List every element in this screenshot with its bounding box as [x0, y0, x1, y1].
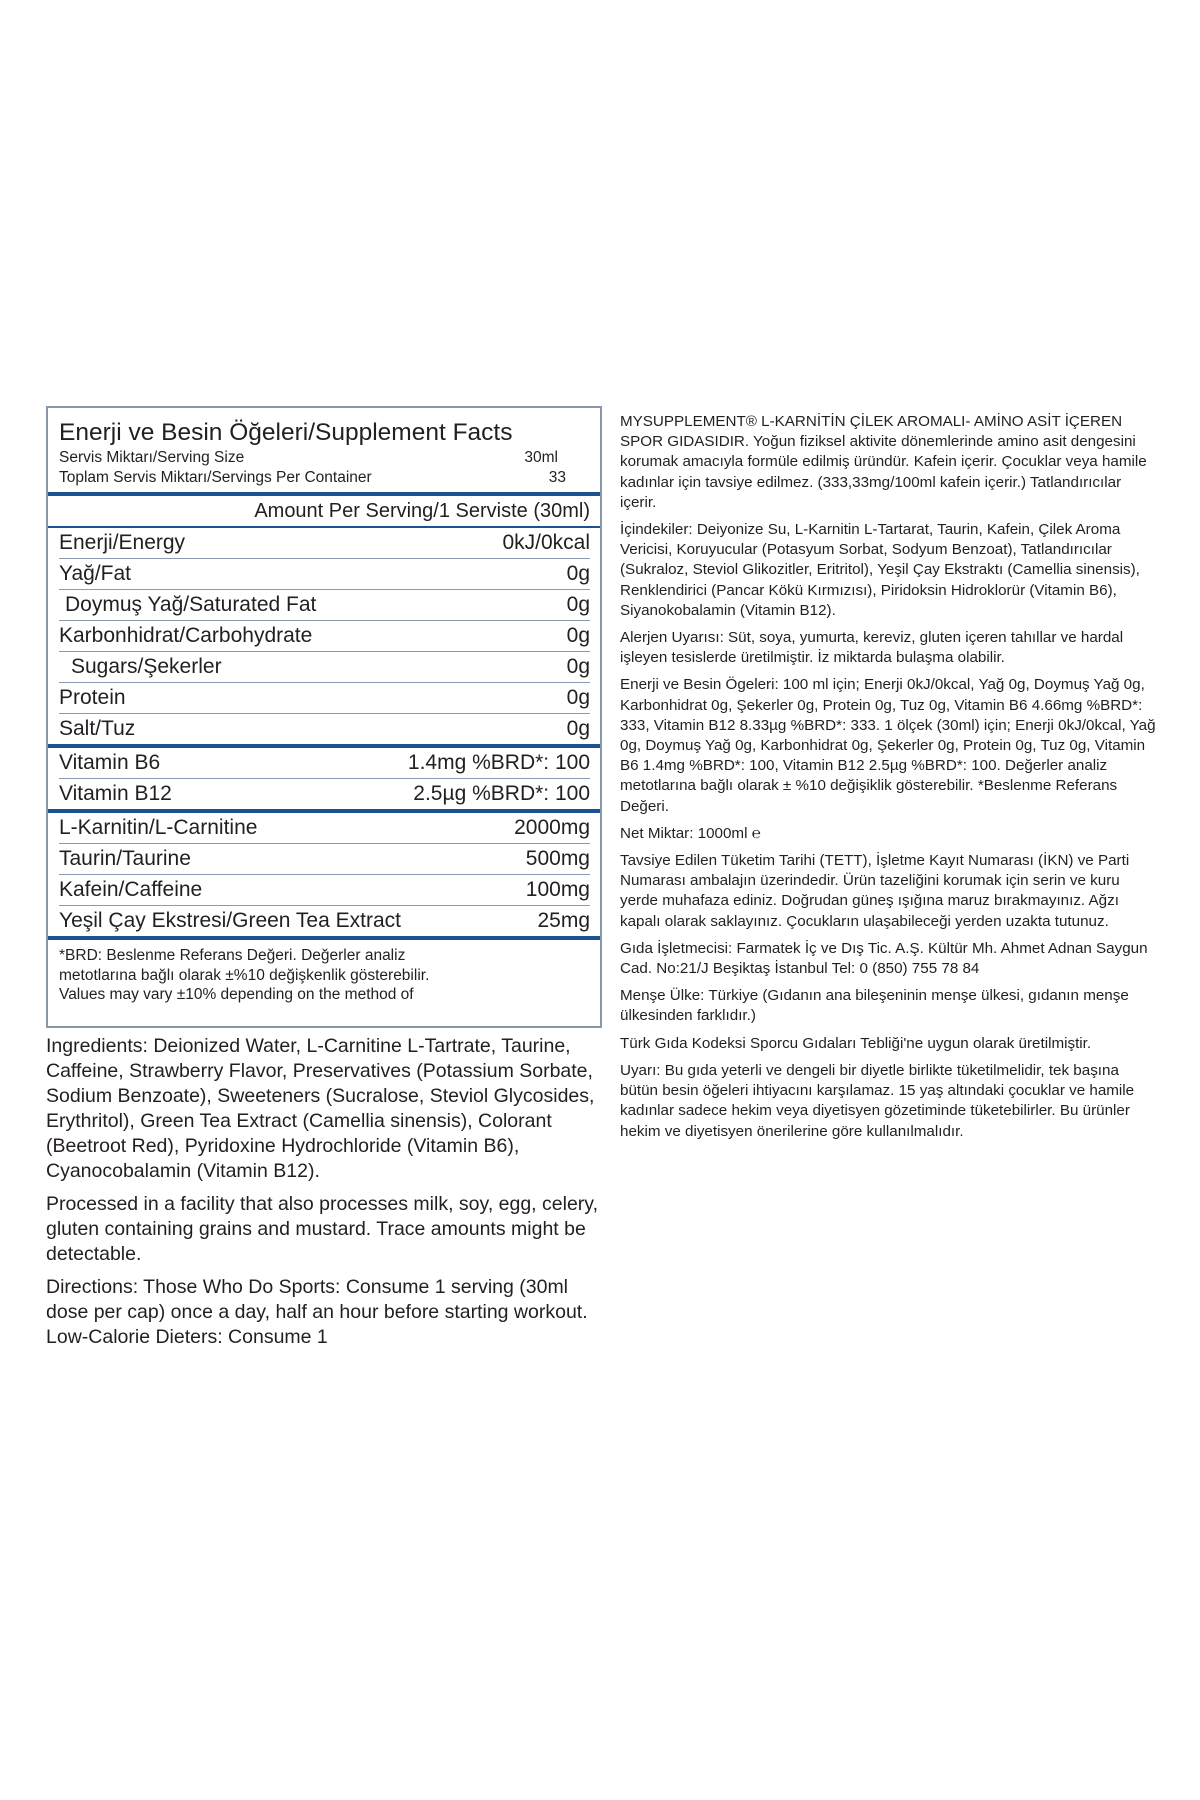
active-value: 500mg	[525, 847, 590, 870]
vitamin-label: Vitamin B12	[59, 782, 172, 805]
warning-text: Uyarı: Bu gıda yeterli ve dengeli bir diyetle birlikte tüketilmelidir, tek başına bütün besin öğeleri ihtiyacını karşılamaz. 15 yaş altındaki çocuklar ve hamile kadınlar sadece hekim veya diyetisyen gözetiminde tüketebilirler. Bu ürünler hekim ve diyetisyen önerilerine göre kullanılmalıdır.	[620, 1061, 1135, 1140]
nutrient-row	[59, 528, 590, 559]
nutrient-label: Yağ/Fat	[59, 562, 131, 585]
active-ingredient-row	[59, 844, 590, 875]
servings-value: 33	[548, 469, 566, 486]
directions-text: Directions: Those Who Do Sports: Consume 1 serving (30ml dose per cap) once a day, half an hour before starting workout. Low-Calorie Dieters: Consume 1	[46, 1276, 588, 1348]
nutrient-label: Sugars/Şekerler	[71, 655, 222, 678]
nutrient-row	[59, 652, 590, 683]
serving-size-label: Servis Miktarı/Serving Size	[59, 449, 245, 466]
nutrition-tr: Enerji ve Besin Ögeleri: 100 ml için; Enerji 0kJ/0kcal, Yağ 0g, Doymuş Yağ 0g, Karbonhidrat 0g, Şekerler 0g, Protein 0g, Tuz 0g, Vitamin B6 4.66mg %BRD*: 333, Vitamin B12 8.33µg %BRD*: 333. 1 ölçek (30ml) için; Enerji 0kJ/0kcal, Yağ 0g, Doymuş Yağ 0g, Karbonhidrat 0g, Şekerler 0g, Protein 0g, Tuz 0g, Vitamin B6 1.4mg %BRD*: 100, Vitamin B12 2.5µg %BRD*: 100. Değerler analiz metotlarına bağlı olarak ± %10 değişiklik gösterebilir. *Beslenme Referans Değeri.	[620, 676, 1156, 815]
active-label: Kafein/Caffeine	[59, 878, 203, 901]
vitamin-label: Vitamin B6	[59, 751, 161, 774]
active-value: 2000mg	[514, 816, 590, 839]
nutrient-value: 0g	[566, 717, 590, 740]
nutrient-value: 0g	[566, 655, 590, 678]
vitamin-row	[59, 748, 590, 779]
net-quantity: Net Miktar: 1000ml ℮	[620, 824, 761, 842]
vitamin-value: 1.4mg %BRD*: 100	[407, 751, 590, 774]
facts-footnote	[59, 946, 590, 1005]
divider-thick	[48, 936, 600, 940]
active-value: 25mg	[537, 909, 590, 932]
servings-per-container-row	[59, 468, 590, 488]
supplement-facts-panel	[46, 406, 602, 1028]
nutrient-label: Doymuş Yağ/Saturated Fat	[65, 593, 317, 616]
serving-size-value: 30ml	[524, 449, 558, 466]
active-ingredient-row	[59, 875, 590, 906]
nutrient-value: 0g	[566, 593, 590, 616]
turkish-label-text	[620, 412, 1160, 1149]
serving-size-row	[59, 448, 590, 468]
product-description: MYSUPPLEMENT® L-KARNİTİN ÇİLEK AROMALI- AMİNO ASİT İÇEREN SPOR GIDASIDIR. Yoğun fiziksel aktivite dönemlerinde amino asit dengesini korumak amacıyla formüle edilmiş üründür. Kafein içerir. Çocuklar veya hamile kadınlar için tavsiye edilmez. (333,33mg/100ml kafein içerir.) Tatlandırıcılar içerir.	[620, 413, 1147, 511]
active-ingredient-row	[59, 906, 590, 936]
active-label: Taurin/Taurine	[59, 847, 191, 870]
origin-text: Menşe Ülke: Türkiye (Gıdanın ana bileşeninin menşe ülkesi, gıdanın menşe ülkesinden farklıdır.)	[620, 987, 1129, 1025]
footnote-line: Values may vary ±10% depending on the method of	[59, 986, 414, 1003]
nutrient-value: 0g	[566, 562, 590, 585]
footnote-line: metotlarına bağlı olarak ±%10 değişkenlik gösterebilir.	[59, 966, 430, 984]
nutrient-row	[59, 590, 590, 621]
nutrient-row	[59, 683, 590, 714]
active-value: 100mg	[525, 878, 590, 901]
english-label-text	[46, 1034, 606, 1358]
storage-text: Tavsiye Edilen Tüketim Tarihi (TETT), İşletme Kayıt Numarası (İKN) ve Parti Numarası ambalajın üzerindedir. Ürün tazeliğini korumak için serin ve kuru yerde muhafaza ediniz. Doğrudan güneş ışığına maruz bırakmayınız. Ağzı kapalı olarak saklayınız. Çocukların ulaşabileceği yerden uzakta tutunuz.	[620, 852, 1130, 930]
nutrient-label: Karbonhidrat/Carbohydrate	[59, 624, 313, 647]
nutrient-row	[59, 621, 590, 652]
nutrient-value: 0kJ/0kcal	[502, 531, 590, 554]
vitamin-row	[59, 779, 590, 809]
allergen-text: Processed in a facility that also processes milk, soy, egg, celery, gluten containing grains and mustard. Trace amounts might be detectable.	[46, 1193, 599, 1265]
nutrient-value: 0g	[566, 624, 590, 647]
footnote-line: *BRD: Beslenme Referans Değeri. Değerler analiz	[59, 947, 406, 964]
regulation-text: Türk Gıda Kodeksi Sporcu Gıdaları Tebliği'ne uygun olarak üretilmiştir.	[620, 1034, 1092, 1052]
ingredients-text: Ingredients: Deionized Water, L-Carnitine L-Tartrate, Taurine, Caffeine, Strawberry Flavor, Preservatives (Potassium Sorbate, Sodium Benzoate), Sweeteners (Sucralose, Steviol Glycosides, Erythritol), Green Tea Extract (Camellia sinensis), Colorant (Beetroot Red), Pyridoxine Hydrochloride (Vitamin B6), Cyanocobalamin (Vitamin B12).	[46, 1035, 595, 1182]
amount-per-serving-header: Amount Per Serving/1 Serviste (30ml)	[254, 500, 590, 522]
active-label: Yeşil Çay Ekstresi/Green Tea Extract	[59, 909, 401, 932]
allergen-warning-tr: Alerjen Uyarısı: Süt, soya, yumurta, kereviz, gluten içeren tahıllar ve hardal işleyen tesislerde üretilmiştir. İz miktarda bulaşma olabilir.	[620, 629, 1124, 667]
nutrient-row	[59, 559, 590, 590]
facts-title: Enerji ve Besin Öğeleri/Supplement Facts	[59, 419, 513, 446]
vitamin-value: 2.5µg %BRD*: 100	[413, 782, 590, 805]
nutrient-value: 0g	[566, 686, 590, 709]
active-label: L-Karnitin/L-Carnitine	[59, 816, 258, 839]
nutrient-row	[59, 714, 590, 744]
nutrient-label: Protein	[59, 686, 126, 709]
ingredients-tr: İçindekiler: Deiyonize Su, L-Karnitin L-Tartarat, Taurin, Kafein, Çilek Aroma Vericisi, Koruyucular (Potasyum Sorbat, Sodyum Benzoat), Tatlandırıcılar (Sukraloz, Steviol Glikozitler, Eritritol), Yeşil Çay Ekstraktı (Camellia sinensis), Renklendirici (Pancar Kökü Kırmızısı), Piridoksin Hidroklorür (Vitamin B6), Siyanokobalamin (Vitamin B12).	[620, 521, 1140, 619]
servings-label: Toplam Servis Miktarı/Servings Per Container	[59, 469, 372, 486]
manufacturer-text: Gıda İşletmecisi: Farmatek İç ve Dış Tic. A.Ş. Kültür Mh. Ahmet Adnan Saygun Cad. No:21/J Beşiktaş İstanbul Tel: 0 (850) 755 78 84	[620, 939, 1148, 978]
nutrient-label: Enerji/Energy	[59, 531, 186, 554]
nutrient-label: Salt/Tuz	[59, 717, 136, 740]
active-ingredient-row	[59, 813, 590, 844]
